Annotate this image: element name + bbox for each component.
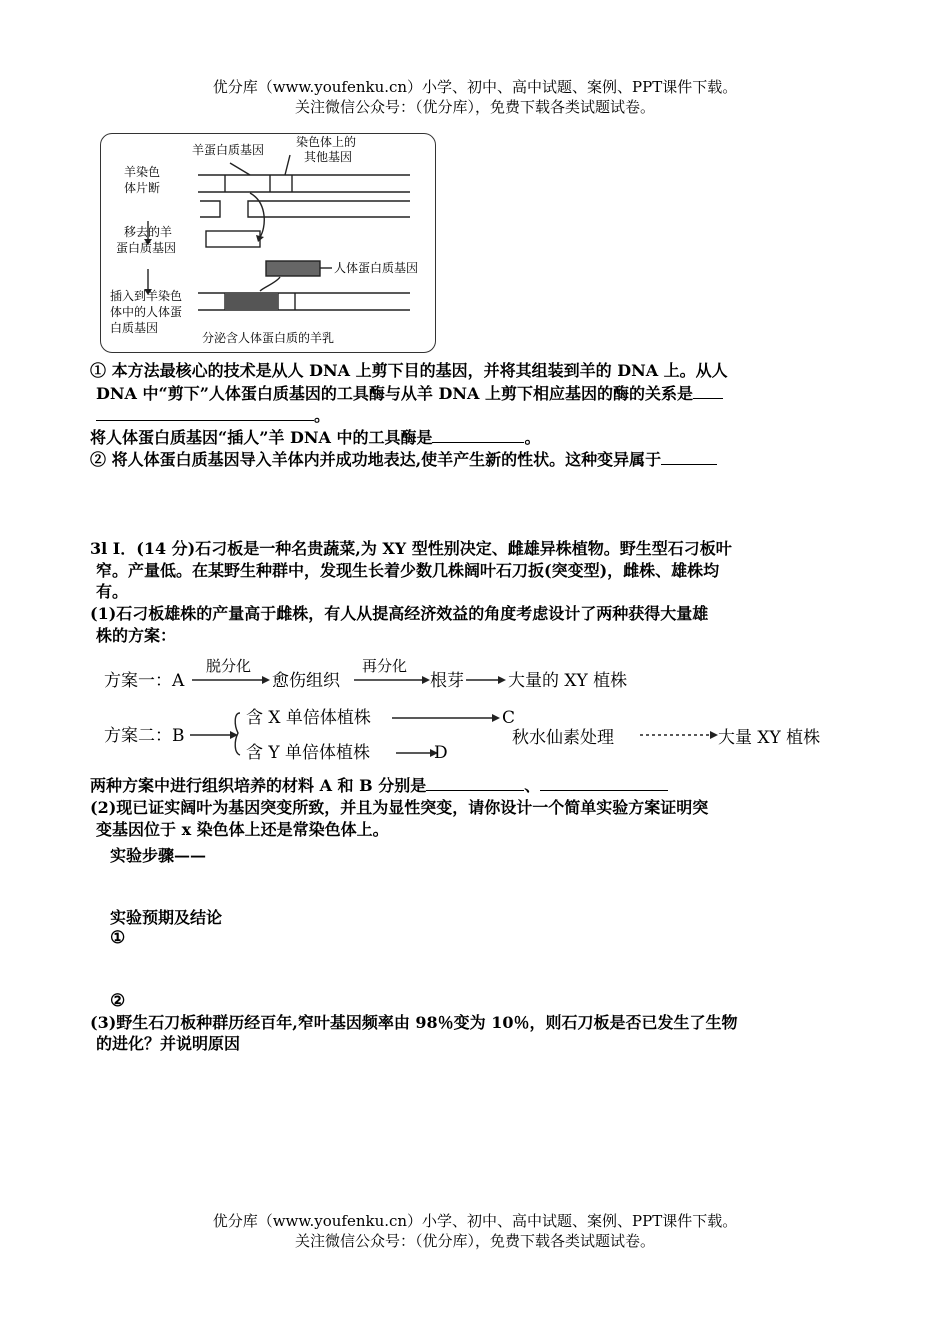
scheme1-bud: 根芽 [430, 671, 464, 691]
scheme2-treat: 秋水仙素处理 [512, 728, 614, 748]
q31-intro-line1: 3l I．(14 分)石刁板是一种名贵蔬菜,为 XY 型性别决定、雌雄异株植物。野生型石刁板叶 [90, 539, 732, 558]
answer-blank-1b[interactable] [96, 406, 314, 421]
q31-p2-line1: (2)现已证实阔叶为基因突变所致，并且为显性突变，请你设计一个简单实验方案证明突 [90, 798, 709, 817]
scheme1-step2: 再分化 [362, 657, 408, 675]
cut-chromosome-right [248, 201, 410, 217]
label-pointers [230, 155, 290, 175]
scheme2-d: D [434, 743, 448, 763]
label-human-gene: 人体蛋白质基因 [334, 261, 419, 275]
scheme2-x: 含 X 单倍体植株 [246, 708, 371, 728]
label-sheep-gene: 羊蛋白质基因 [192, 143, 265, 157]
header-line-2: 关注微信公众号：（优分库），免费下载各类试题试卷。 [294, 98, 655, 116]
answer-blank-a[interactable] [426, 776, 524, 791]
arrowhead-a1 [262, 676, 270, 684]
scheme1-label: 方案一：A [104, 671, 185, 691]
label-insert-1: 插入到羊染色 [110, 289, 183, 303]
human-gene-box [266, 261, 320, 276]
answer-blank-b[interactable] [540, 776, 668, 791]
insert-arrow-curve [260, 277, 280, 291]
label-other-genes-2: 其他基因 [304, 150, 353, 164]
q31-intro-line2: 窄。产量低。在某野生种群中，发现生长着少数几株阔叶石刀扳(突变型)，雌株、雄株均 [96, 561, 720, 580]
label-other-genes-1: 染色体上的 [296, 135, 357, 149]
scheme1-callus: 愈伤组织 [272, 671, 340, 691]
scheme2-y: 含 Y 单倍体植株 [246, 743, 371, 763]
q31-p2-line2: 变基因位于 x 染色体上还是常染色体上。 [96, 820, 389, 839]
label-secrete: 分泌含人体蛋白质的羊乳 [202, 331, 335, 345]
label-insert-3: 白质基因 [110, 321, 159, 335]
q31-p1-line2: 株的方案： [96, 626, 177, 645]
label-removed-2: 蛋白质基因 [116, 241, 177, 255]
q31-intro-line3: 有。 [96, 582, 129, 601]
chromosome-bar-dividers [225, 175, 292, 192]
q31-steps: 实验步骤—— [110, 846, 207, 865]
q30-tool-enzyme: 将人体蛋白质基因“插人”羊 DNA 中的工具酶是 。 [90, 428, 541, 447]
label-chrom-1: 羊染色 [124, 165, 161, 179]
q30-item1-line3: 。 [96, 406, 856, 425]
arrowhead-a3 [498, 676, 506, 684]
answer-blank-tool[interactable] [432, 428, 524, 443]
label-insert-2: 体中的人体蛋 [110, 305, 183, 319]
arrowhead-c [492, 714, 500, 722]
inserted-human-gene [225, 293, 278, 310]
q31-materials: 两种方案中进行组织培养的材料 A 和 B 分别是 、 [90, 776, 850, 795]
footer-line-2: 关注微信公众号：（优分库），免费下载各类试题试卷。 [294, 1232, 655, 1250]
q30-item2: ② 将人体蛋白质基因导入羊体内并成功地表达,使羊产生新的性状。这种变异属于 [90, 450, 850, 469]
scheme2-result: 大量 XY 植株 [718, 728, 821, 748]
header-line-1: 优分库（www.youfenku.cn）小学、初中、高中试题、案例、PPT课件下载。 [212, 78, 738, 96]
q31-conclusion-2: ② [110, 991, 126, 1011]
q31-conclusion-1: ① [110, 928, 126, 948]
label-removed-1: 移去的羊 [124, 225, 173, 239]
q31-p1-line1: (1)石刁板雄株的产量高于雌株，有人从提高经济效益的角度考虑设计了两种获得大量雄 [90, 604, 709, 623]
footer-line-1: 优分库（www.youfenku.cn）小学、初中、高中试题、案例、PPT课件下载。 [212, 1212, 738, 1230]
q30-item1-line1: ① 本方法最核心的技术是从人 DNA 上剪下目的基因，并将其组装到羊的 DNA 上。从人 [90, 361, 728, 380]
scheme2-label: 方案二：B [104, 726, 185, 746]
cut-chromosome-left [200, 201, 220, 217]
scheme1-step1: 脱分化 [206, 657, 252, 675]
answer-blank-variation[interactable] [661, 450, 717, 465]
scheme1-result: 大量的 XY 植株 [508, 671, 628, 691]
q31-p3-line1: (3)野生石刀板种群历经百年,窄叶基因频率由 98％变为 10％，则石刀板是否已发生了生物 [90, 1013, 738, 1032]
q31-expect: 实验预期及结论 [110, 908, 223, 927]
scheme2-c: C [502, 708, 516, 728]
removed-gene-box [206, 231, 260, 247]
arrowhead-result2 [710, 731, 718, 739]
q31-p3-line2: 的进化？并说明原因 [96, 1034, 241, 1053]
q30-item1-line2: DNA 中“剪下”人体蛋白质基因的工具酶与从羊 DNA 上剪下相应基因的酶的关系是 [96, 384, 856, 403]
arrowhead-a2 [422, 676, 430, 684]
answer-blank-1a[interactable] [693, 384, 723, 399]
label-chrom-2: 体片断 [124, 181, 161, 195]
